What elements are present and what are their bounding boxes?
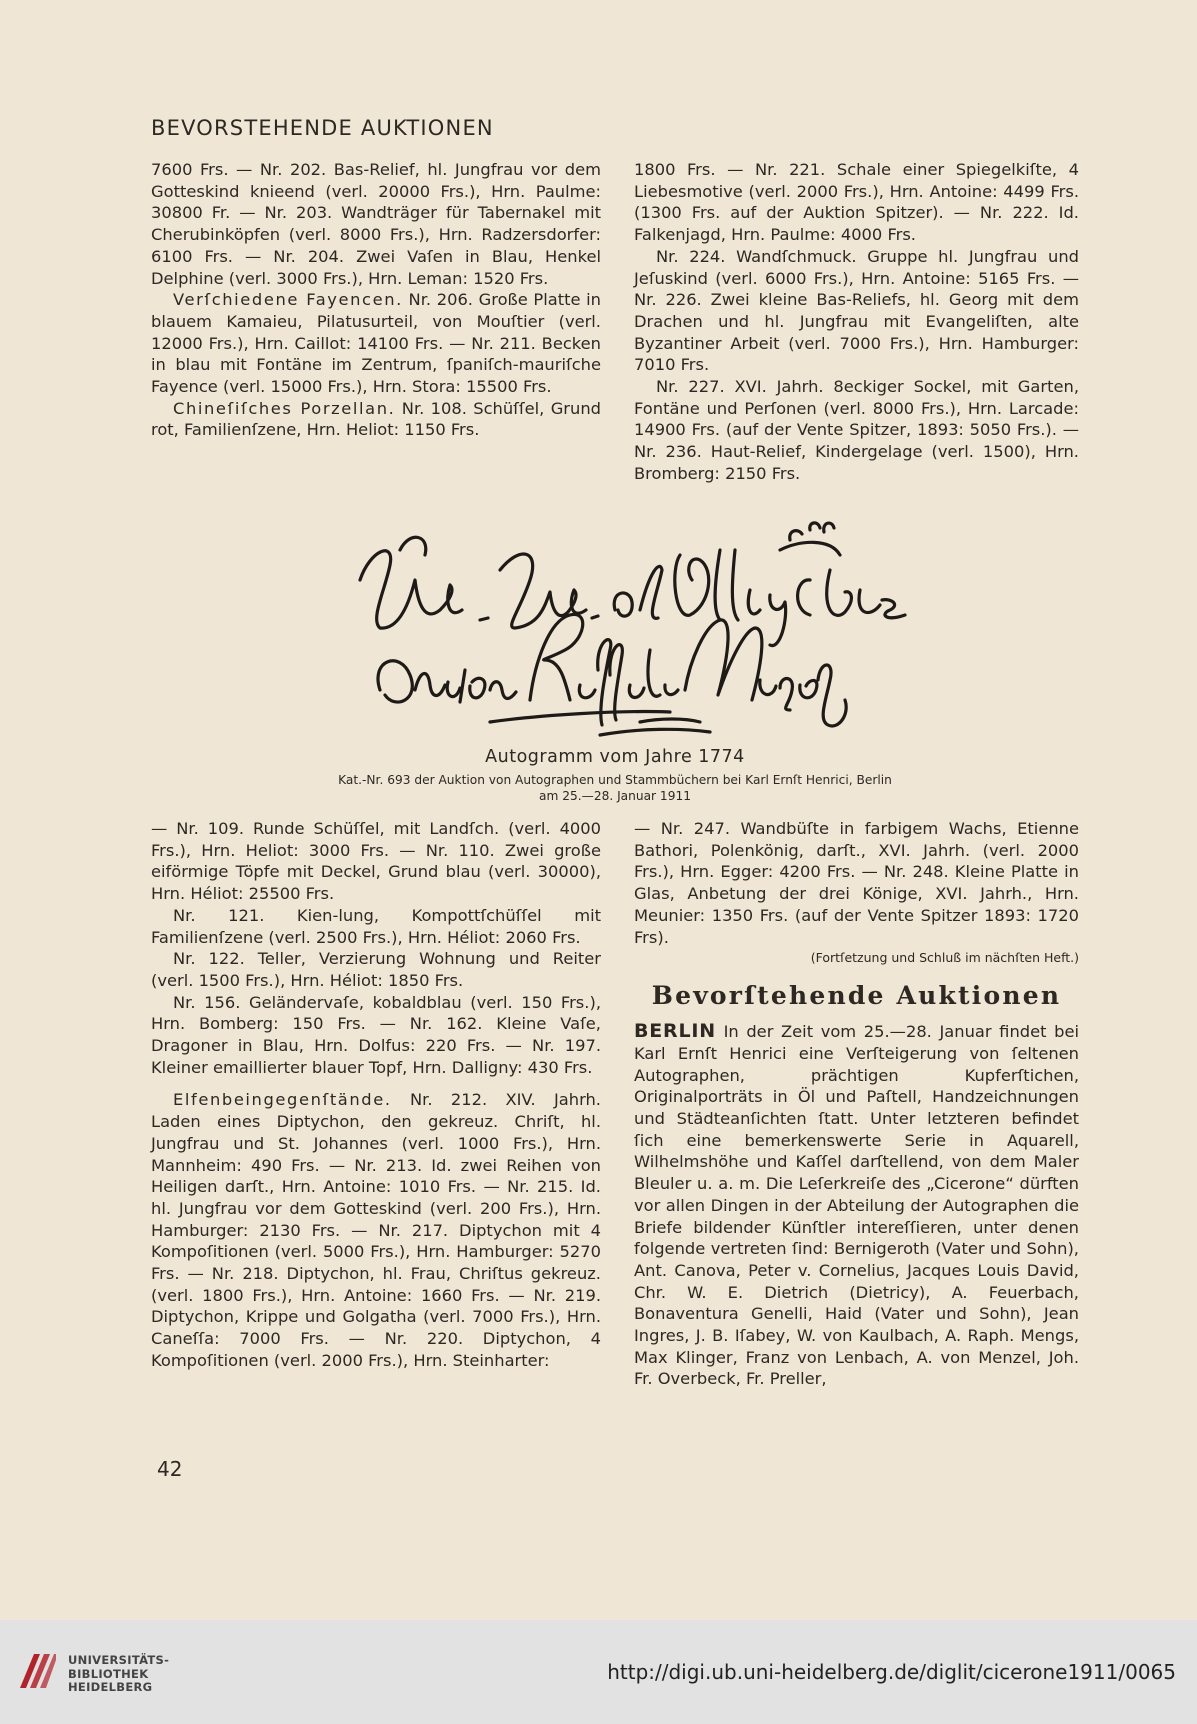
paragraph: 1800 Frs. — Nr. 221. Schale einer Spiegelkiſte, 4 Liebesmotive (verl. 2000 Frs.), Hrn. Antoine: 4499 Frs. (1300 Frs. auf der Auktion Spitzer). — Nr. 222. Id. Falkenjagd, Hrn. Paulme: 4000 Frs. [634,160,1079,245]
footer-bar [0,1620,1197,1724]
paragraph: Nr. 224. Wandſchmuck. Gruppe hl. Jungfrau und Jeſuskind (verl. 6000 Frs.), Hrn. Antoine: 5165 Frs. — Nr. 226. Zwei kleine Bas-Reliefs, hl. Georg mit dem Drachen und hl. Jungfrau mit Evangeliſten, alte Byzantiner Arbeit (verl. 7000 Frs.), Hrn. Hamburger: 7010 Frs. [634,246,1079,375]
source-url-link[interactable]: http://digi.ub.uni-heidelberg.de/diglit/cicerone1911/0065 [607,1660,1176,1684]
library-name: UNIVERSITÄTS- BIBLIOTHEK HEIDELBERG [68,1653,170,1694]
paragraph: Verſchiedene Fayencen. Nr. 206. Große Platte in blauem Kamaieu, Pilatusurteil, von Mouſtier (verl. 12000 Frs.), Hrn. Caillot: 14100 Frs. — Nr. 211. Becken in blau mit Fontäne im Zentrum, ſpaniſch-mauriſche Fayence (verl. 15000 Frs.), Hrn. Stora: 15500 Frs. [151,290,601,397]
university-library-logo-icon [16,1650,58,1692]
column-top-right [634,159,1079,485]
paragraph: Chineſiſches Porzellan. Nr. 108. Schüſſel, Grund rot, Familienſzene, Hrn. Heliot: 1150 Frs. [151,398,601,440]
page-number: 42 [157,1457,183,1481]
continuation-note: (Fortſetzung und Schluß im nächſten Heft.) [810,950,1079,966]
paragraph: Nr. 122. Teller, Verzierung Wohnung und Reiter (verl. 1500 Frs.), Hrn. Héliot: 1850 Frs. [151,949,601,990]
figure-caption: Autogramm vom Jahre 1774 [485,747,745,767]
paragraph: — Nr. 247. Wandbüſte in farbigem Wachs, Etienne Bathori, Polenkönig, darſt., XVI. Jahrh. (verl. 2000 Frs.), Hrn. Egger: 4200 Frs. — Nr. 248. Kleine Platte in Glas, Anbetung der drei Könige, XVI. Jahrh., Hrn. Meunier: 1350 Frs. (auf der Vente Spitzer 1893: 1720 Frs). [634,819,1079,947]
paragraph: Nr. 227. XVI. Jahrh. 8eckiger Sockel, mit Garten, Fontäne und Perſonen (verl. 8000 Frs.), Hrn. Larcade: 14900 Frs. (auf der Vente Spitzer, 1893: 5050 Frs.). — Nr. 236. Haut-Relief, Kindergelage (verl. 1500), Hrn. Bromberg: 2150 Frs. [634,377,1079,483]
running-title: BEVORSTEHENDE AUKTIONEN [151,116,494,140]
paragraph: — Nr. 109. Runde Schüſſel, mit Landſch. (verl. 4000 Frs.), Hrn. Heliot: 3000 Frs. — Nr. 110. Zwei große eiförmige Töpfe mit Deckel, Grund blau (verl. 30000), Hrn. Héliot: 25500 Frs. [151,819,601,904]
column-top-left [151,159,601,441]
autograph-signature-image [340,510,920,740]
category-heading: Elfenbeingegenſtände. [173,1090,392,1110]
section-heading: Bevorſtehende Auktionen [651,981,1062,1011]
column-bottom-right [634,818,1079,1390]
city-heading: BERLIN [634,1020,716,1043]
category-heading: Verſchiedene Fayencen. [173,290,403,310]
figure-subcaption: Kat.-Nr. 693 der Auktion von Autographen und Stammbüchern bei Karl Ernſt Henrici, Berlin am 25.—28. Januar 1911 [338,773,892,803]
paragraph: BERLIN In der Zeit vom 25.—28. Januar findet bei Karl Ernſt Henrici eine Verſteigerung von ſeltenen Autographen, prächtigen Kupferſtichen, Originalporträts in Öl und Paſtell, Handzeichnungen und Städteanſichten ſtatt. Unter letzteren befindet ſich eine bemerkenswerte Serie in Aquarell, Wilhelmshöhe und Kaſſel darſtellend, von dem Maler Bleuler u. a. m. Die Leſerkreiſe des „Cicerone“ dürften vor allen Dingen in der Abteilung der Autographen die Briefe bildender Künſtler intereſſieren, unter denen folgende vertreten ſind: Bernigeroth (Vater und Sohn), Ant. Canova, Peter v. Cornelius, Jacques Louis David, Chr. W. E. Dietrich (Dietricy), A. Feuerbach, Bonaventura Genelli, Haid (Vater und Sohn), Jean Ingres, J. B. Iſabey, W. von Kaulbach, A. Raph. Mengs, Max Klinger, Franz von Lenbach, A. von Menzel, Joh. Fr. Overbeck, Fr. Preller, [634,1020,1079,1389]
paragraph: Nr. 156. Geländervaſe, kobaldblau (verl. 150 Frs.), Hrn. Bomberg: 150 Frs. — Nr. 162. Kleine Vaſe, Dragoner in Blau, Hrn. Dolfus: 220 Frs. — Nr. 197. Kleiner emaillierter blauer Topf, Hrn. Dalligny: 430 Frs. [151,992,601,1077]
paragraph: 7600 Frs. — Nr. 202. Bas-Relief, hl. Jungfrau vor dem Gotteskind knieend (verl. 20000 Frs.), Hrn. Paulme: 30800 Fr. — Nr. 203. Wandträger für Tabernakel mit Cherubinköpfen (verl. 8000 Frs.), Hrn. Radzersdorfer: 6100 Frs. — Nr. 204. Zwei Vaſen in Blau, Henkel Delphine (verl. 3000 Frs.), Hrn. Leman: 1520 Frs. [151,160,601,288]
paragraph: Elfenbeingegenſtände. Nr. 212. XIV. Jahrh. Laden eines Diptychon, den gekreuz. Chriſt, hl. Jungfrau und St. Johannes (verl. 1000 Frs.), Hrn. Mannheim: 490 Frs. — Nr. 213. Id. zwei Reihen von Heiligen darſt., Hrn. Antoine: 1010 Frs. — Nr. 215. Id. hl. Jungfrau vor dem Gotteskind (verl. 200 Frs.), Hrn. Hamburger: 2130 Frs. — Nr. 217. Diptychon mit 4 Kompoſitionen (verl. 5000 Frs.), Hrn. Hamburger: 5270 Frs. — Nr. 218. Diptychon, hl. Frau, Chriſtus gekreuz. (verl. 1800 Frs.), Hrn. Antoine: 1660 Frs. — Nr. 219. Diptychon, Krippe und Golgatha (verl. 7000 Frs.), Hrn. Caneſſa: 7000 Frs. — Nr. 220. Diptychon, 4 Kompoſitionen (verl. 2000 Frs.), Hrn. Steinharter: [151,1090,601,1370]
paragraph: Nr. 121. Kien-lung, Kompottſchüſſel mit Familienſzene (verl. 2500 Frs.), Hrn. Héliot: 2060 Frs. [151,905,601,947]
column-bottom-left [151,818,601,1372]
category-heading: Chineſiſches Porzellan. [173,398,396,418]
